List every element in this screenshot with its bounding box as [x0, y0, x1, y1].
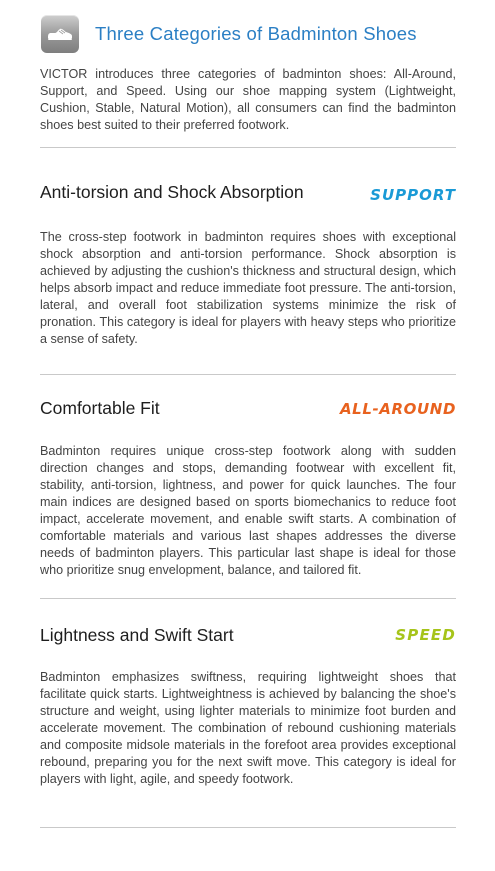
section-body-speed: Badminton emphasizes swiftness, requiring lightweight shoes that facilitate quick starts. Lightweightness is achieved by balancing the shoe's structure and weight, using lighter materials to minimize foot burden and accelerate movement. The combination of rebound cushioning materials and composite midsole materials in the forefoot area provides exceptional rebound, preparing you for the next swift move. This category is ideal for players with light, agile, and speedy footwork. [40, 670, 456, 786]
support-logo [330, 184, 458, 206]
divider [40, 374, 456, 375]
intro-paragraph: VICTOR introduces three categories of badminton shoes: All-Around, Support, and Speed. Using our shoe mapping system (Lightweight, Cushion, Stable, Natural Motion), all consumers can find the badminton shoes best suited to their preferred footwork. [40, 67, 456, 132]
divider [40, 598, 456, 599]
section-title-speed: Lightness and Swift Start [40, 625, 234, 645]
divider [40, 827, 456, 828]
header [41, 14, 461, 54]
all-around-logo [330, 398, 458, 420]
section-body-all-around: Badminton requires unique cross-step footwork along with sudden direction changes and stops, demanding footwear with excellent fit, stability, anti-torsion, lightness, and power for quick launches. The four main indices are designed based on sports biomechanics to reduce foot impact, accelerate movement, and enable swift starts. A combination of comfortable materials and various last shapes addresses the diverse needs of badminton players. This particular last shape is ideal for those who prioritize snug envelopment, balance, and tailored fit. [40, 444, 456, 577]
section-title-all-around: Comfortable Fit [40, 398, 160, 418]
section-title-support: Anti-torsion and Shock Absorption [40, 182, 304, 202]
divider [40, 147, 456, 148]
shoe-icon [41, 15, 79, 53]
page-title: Three Categories of Badminton Shoes [95, 23, 417, 44]
speed-logo-text: SPEED [395, 626, 456, 644]
all-around-logo-text: ALL-AROUND [339, 400, 456, 418]
section-body-support: The cross-step footwork in badminton requires shoes with exceptional shock absorption and anti-torsion performance. Shock absorption is achieved by adjusting the cushion's thickness and structural design, which helps absorb impact and reduce immediate foot pressure. The anti-torsion, lateral, and overall foot stabilization systems minimize the risk of pronation. This category is ideal for players with heavy steps who prioritize a sense of safety. [40, 230, 456, 346]
support-logo-text: SUPPORT [370, 186, 456, 204]
speed-logo [330, 624, 458, 646]
